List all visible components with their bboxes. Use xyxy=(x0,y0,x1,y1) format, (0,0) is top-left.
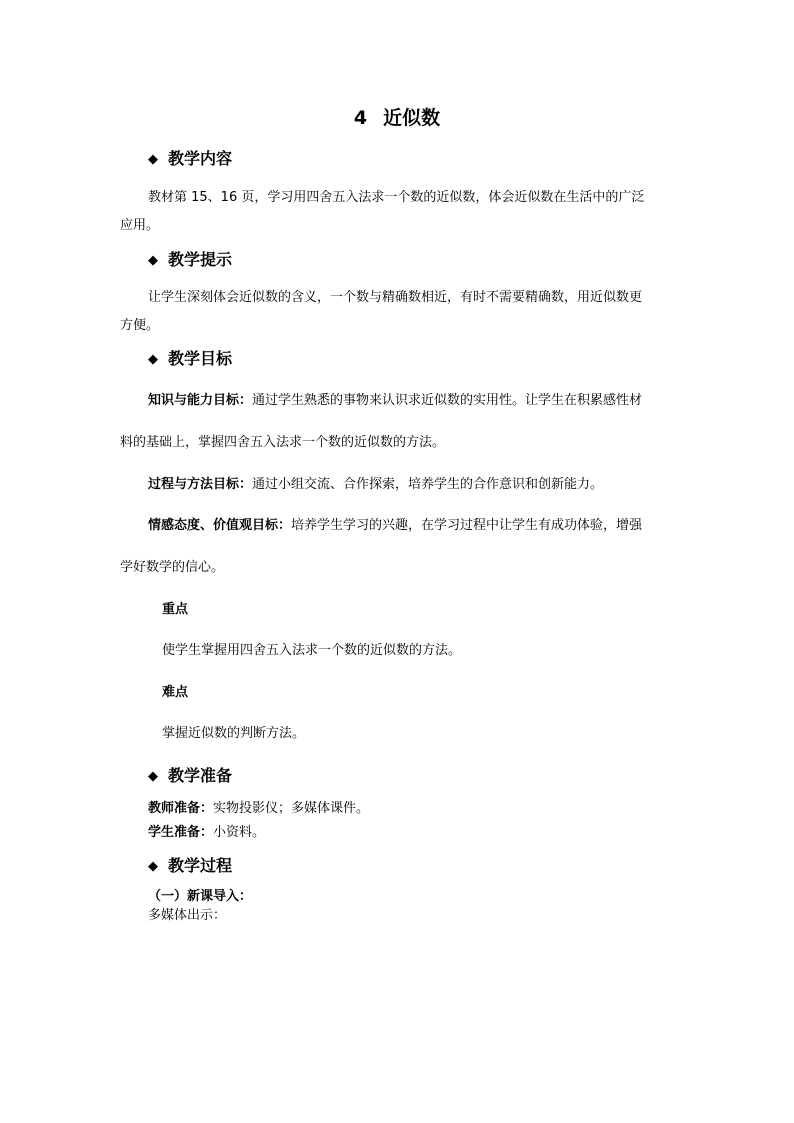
difficulty-label: 难点 xyxy=(162,685,189,700)
student-prep-label: 学生准备： xyxy=(148,825,214,840)
section-heading-goals xyxy=(148,348,232,371)
diamond-bullet-icon: ◆ xyxy=(148,769,158,784)
section-heading-text: 教学内容 xyxy=(168,149,233,168)
key-point-label: 重点 xyxy=(162,602,189,617)
knowledge-goal-line1 xyxy=(148,391,678,411)
student-prep xyxy=(148,823,678,843)
hint-paragraph-line2: 方便。 xyxy=(120,318,160,333)
section-heading-hint xyxy=(148,249,232,272)
diamond-bullet-icon: ◆ xyxy=(148,352,158,367)
hint-paragraph-line1: 让学生深刻体会近似数的含义，一个数与精确数相近，有时不需要精确数，用近似数更 xyxy=(148,290,643,305)
process-goal xyxy=(148,475,678,495)
diamond-bullet-icon: ◆ xyxy=(148,152,158,167)
page-title xyxy=(0,104,794,132)
knowledge-goal-text: 通过学生熟悉的事物来认识求近似数的实用性。让学生在积累感性材 xyxy=(252,393,643,408)
lesson-title: 近似数 xyxy=(383,107,441,129)
process-step1-text: 多媒体出示： xyxy=(148,908,227,923)
section-heading-process xyxy=(148,855,232,878)
section-heading-prep xyxy=(148,765,232,788)
emotion-goal-label: 情感态度、价值观目标： xyxy=(148,518,292,533)
student-prep-text: 小资料。 xyxy=(213,825,266,840)
diamond-bullet-icon: ◆ xyxy=(148,253,158,268)
key-point-text: 使学生掌握用四舍五入法求一个数的近似数的方法。 xyxy=(162,643,462,658)
process-step1-heading: （一）新课导入： xyxy=(148,889,253,904)
teacher-prep-label: 教师准备： xyxy=(148,801,214,816)
process-goal-text: 通过小组交流、合作探索，培养学生的合作意识和创新能力。 xyxy=(252,477,604,492)
process-goal-label: 过程与方法目标： xyxy=(148,477,253,492)
lesson-number: 4 xyxy=(353,107,368,129)
emotion-goal-line1 xyxy=(148,516,678,536)
section-heading-content xyxy=(148,148,232,171)
content-paragraph-line1: 教材第 15、16 页，学习用四舍五入法求一个数的近似数，体会近似数在生活中的广泛 xyxy=(148,190,645,205)
emotion-goal-text: 培养学生学习的兴趣，在学习过程中让学生有成功体验，增强 xyxy=(291,518,643,533)
teacher-prep xyxy=(148,799,678,819)
section-heading-text: 教学过程 xyxy=(168,856,233,875)
teacher-prep-text: 实物投影仪；多媒体课件。 xyxy=(213,801,370,816)
section-heading-text: 教学提示 xyxy=(168,250,233,269)
section-heading-text: 教学准备 xyxy=(168,766,233,785)
emotion-goal-line2: 学好数学的信心。 xyxy=(120,560,225,575)
diamond-bullet-icon: ◆ xyxy=(148,859,158,874)
content-paragraph-line2: 应用。 xyxy=(120,218,160,233)
difficulty-text: 掌握近似数的判断方法。 xyxy=(162,726,306,741)
knowledge-goal-label: 知识与能力目标： xyxy=(148,393,253,408)
knowledge-goal-line2: 料的基础上，掌握四舍五入法求一个数的近似数的方法。 xyxy=(120,435,446,450)
section-heading-text: 教学目标 xyxy=(168,349,233,368)
